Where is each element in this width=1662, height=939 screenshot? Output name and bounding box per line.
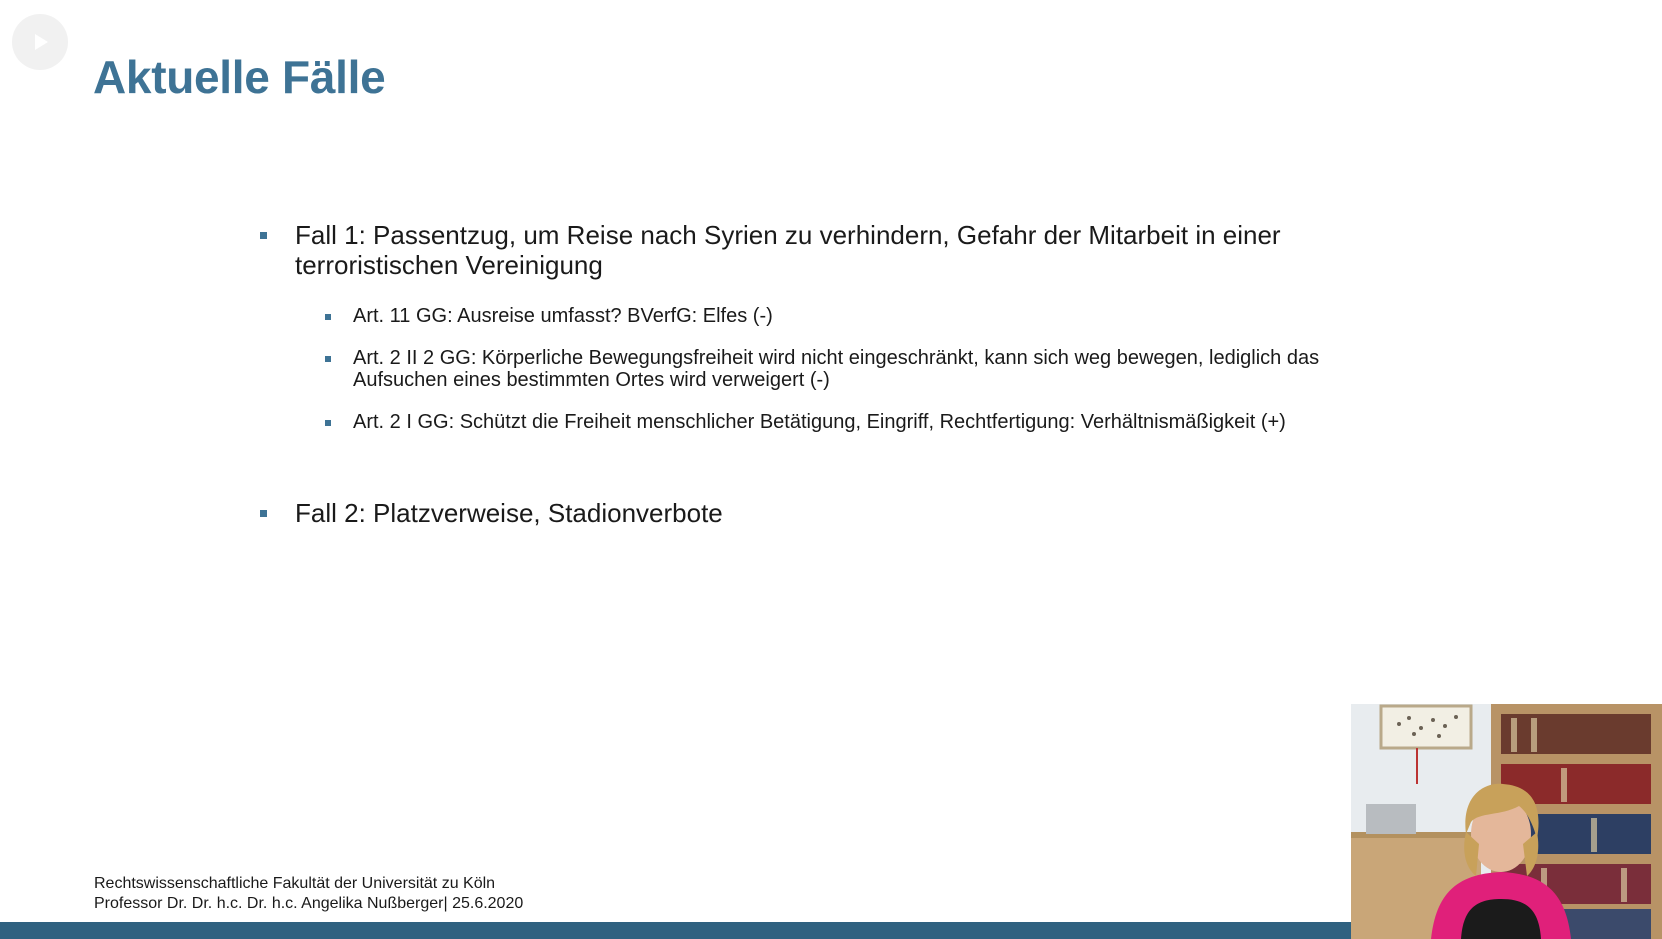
footer-line-1: Rechtswissenschaftliche Fakultät der Universität zu Köln bbox=[94, 875, 496, 892]
bullet-icon bbox=[260, 232, 267, 239]
case-1-point-2 bbox=[353, 347, 1323, 391]
slide-title: Aktuelle Fälle bbox=[93, 51, 386, 103]
webcam-video bbox=[1351, 704, 1662, 939]
case-1-point-3 bbox=[353, 411, 1323, 433]
slide-content bbox=[255, 220, 1355, 528]
play-button[interactable] bbox=[12, 14, 68, 70]
bullet-icon bbox=[325, 420, 331, 426]
bullet-icon bbox=[325, 356, 331, 362]
case-2-text: Fall 2: Platzverweise, Stadionverbote bbox=[295, 498, 723, 528]
bullet-icon bbox=[325, 314, 331, 320]
case-1-point-3-text: Art. 2 I GG: Schützt die Freiheit menschlicher Betätigung, Eingriff, Rechtfertigung: Verhältnismäßigkeit (+) bbox=[353, 411, 1286, 433]
case-2 bbox=[255, 498, 1355, 528]
case-1 bbox=[255, 220, 1355, 280]
bullet-icon bbox=[260, 510, 267, 517]
case-1-point-2-text: Art. 2 II 2 GG: Körperliche Bewegungsfreiheit wird nicht eingeschränkt, kann sich weg bewegen, lediglich das Aufsuchen eines bestimmten Ortes wird verweigert (-) bbox=[353, 347, 1320, 391]
case-1-point-1 bbox=[353, 305, 1323, 327]
webcam-image bbox=[1351, 704, 1662, 939]
case-1-text: Fall 1: Passentzug, um Reise nach Syrien zu verhindern, Gefahr der Mitarbeit in einer terroristischen Vereinigung bbox=[295, 220, 1281, 280]
case-1-point-1-text: Art. 11 GG: Ausreise umfasst? BVerfG: Elfes (-) bbox=[353, 305, 773, 327]
slide-footer bbox=[94, 874, 523, 914]
footer-line-2: Professor Dr. Dr. h.c. Dr. h.c. Angelika Nußberger| 25.6.2020 bbox=[94, 895, 524, 912]
play-icon bbox=[26, 28, 54, 56]
